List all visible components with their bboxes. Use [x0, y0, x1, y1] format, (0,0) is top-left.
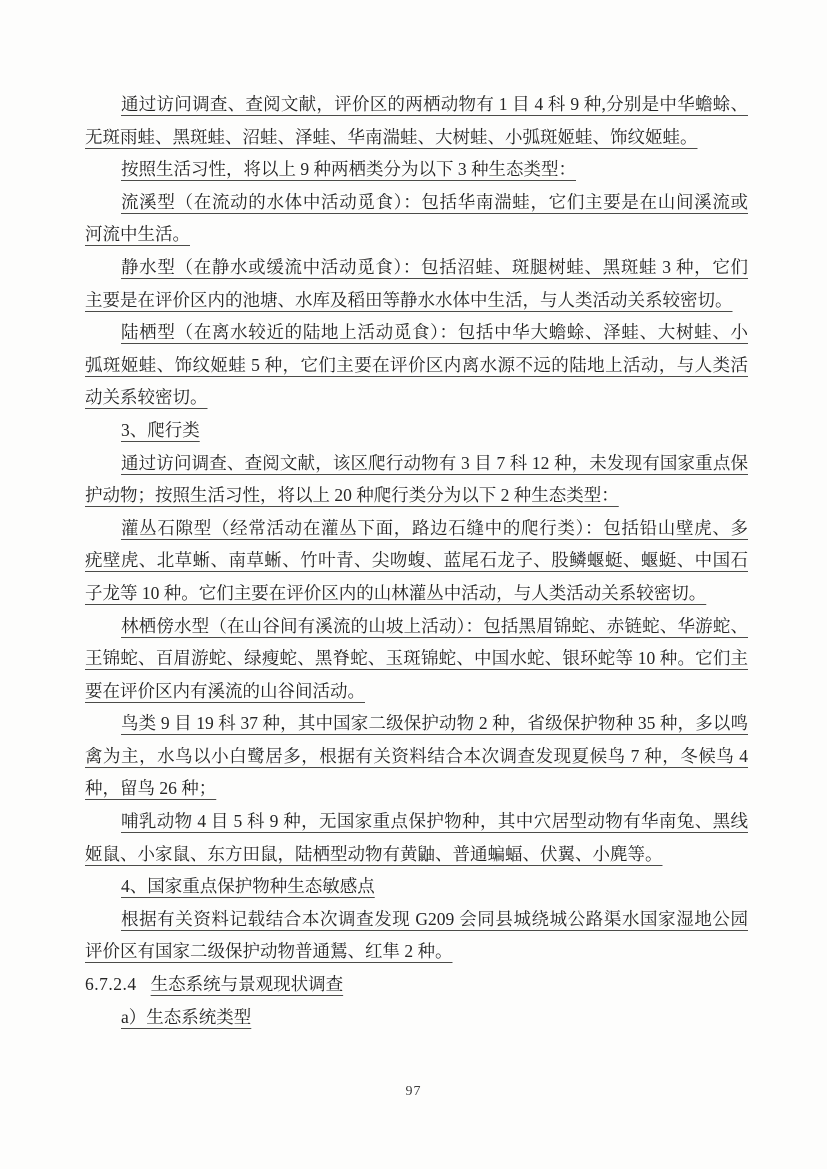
paragraph-text: 生态系统与景观现状调查: [150, 974, 344, 995]
paragraph-text: 弧斑姬蛙、饰纹姬蛙 5 种，它们主要在评价区内离水源不远的陆地上活动，与人类活: [85, 354, 748, 375]
text-line: [85, 903, 748, 936]
paragraph-text: 4、国家重点保护物种生态敏感点: [121, 876, 375, 897]
text-line: [85, 968, 748, 1001]
text-line: [85, 349, 748, 382]
paragraph-text: 子龙等 10 种。它们主要在评价区内的山林灌丛中活动，与人类活动关系较密切。: [85, 582, 707, 603]
paragraph-text: 通过访问调查、查阅文献，该区爬行动物有 3 目 7 科 12 种，未发现有国家重点保: [121, 452, 748, 473]
paragraph-text: 王锦蛇、百眉游蛇、绿瘦蛇、黑脊蛇、玉斑锦蛇、中国水蛇、银环蛇等 10 种。它们主: [85, 648, 748, 669]
paragraph-text: 禽为主，水鸟以小白鹭居多，根据有关资料结合本次调查发现夏候鸟 7 种，冬候鸟 4: [85, 745, 748, 766]
paragraph-text: 流溪型（在流动的水体中活动觅食）：包括华南湍蛙，它们主要是在山间溪流或: [121, 191, 748, 212]
text-line: [85, 675, 748, 708]
heading-ecosystem-types: [85, 1001, 748, 1034]
para-protected-species-found: [85, 903, 748, 968]
text-line: [85, 153, 748, 186]
heading-reptiles: [85, 414, 748, 447]
paragraph-text: 按照生活习性，将以上 9 种两栖类分为以下 3 种生态类型：: [121, 159, 576, 180]
paragraph-text: 评价区有国家二级保护动物普通鵟、红隼 2 种。: [85, 941, 453, 962]
text-line: [85, 414, 748, 447]
paragraph-text: 陆栖型（在离水较近的陆地上活动觅食）：包括中华大蟾蜍、泽蛙、大树蛙、小: [121, 322, 748, 343]
paragraph-text: 姬鼠、小家鼠、东方田鼠，陆栖型动物有黄鼬、普通蝙蝠、伏翼、小麂等。: [85, 843, 663, 864]
page-number: 97: [405, 1084, 422, 1099]
paragraph-text: 动关系较密切。: [85, 387, 208, 408]
para-amphibian-survey: [85, 88, 748, 153]
paragraph-text: 种，留鸟 26 种；: [85, 778, 217, 799]
text-line: [85, 447, 748, 480]
text-line: [85, 870, 748, 903]
paragraph-text: 鸟类 9 目 19 科 37 种，其中国家二级保护动物 2 种，省级保护物种 35 种，多以鸣: [121, 713, 748, 734]
paragraph-text: 静水型（在静水或缓流中活动觅食）：包括沼蛙、斑腿树蛙、黑斑蛙 3 种，它们: [121, 256, 748, 277]
para-stream-type: [85, 186, 748, 251]
text-line: [85, 251, 748, 284]
paragraph-text: 通过访问调查、查阅文献，评价区的两栖动物有 1 目 4 科 9 种,分别是中华蟾蜍、: [121, 94, 748, 114]
para-mammals: [85, 805, 748, 870]
text-line: [85, 284, 748, 317]
section-number: 6.7.2.4: [85, 974, 137, 995]
para-forest-waterside-type: [85, 610, 748, 708]
text-line: [85, 88, 748, 121]
paragraph-text: 护动物；按照生活习性，将以上 20 种爬行类分为以下 2 种生态类型：: [85, 485, 619, 506]
paragraph-text: 根据有关资料记载结合本次调查发现 G209 会同县城绕城公路渠水国家湿地公园: [121, 908, 748, 929]
text-line: [85, 610, 748, 643]
para-terrestrial-type: [85, 316, 748, 414]
text-line: [85, 707, 748, 740]
paragraph-text: 林栖傍水型（在山谷间有溪流的山坡上活动）：包括黑眉锦蛇、赤链蛇、华游蛇、: [121, 615, 748, 636]
text-line: [85, 1001, 748, 1034]
para-birds: [85, 707, 748, 805]
text-line: [85, 121, 748, 154]
paragraph-text: 哺乳动物 4 目 5 科 9 种，无国家重点保护物种，其中穴居型动物有华南兔、黑线: [121, 811, 748, 832]
text-line: [85, 186, 748, 219]
text-line: [85, 740, 748, 773]
para-shrub-crevice-type: [85, 512, 748, 610]
paragraph-text: 要在评价区内有溪流的山谷间活动。: [85, 680, 365, 701]
text-line: [85, 479, 748, 512]
paragraph-text: 灌丛石隙型（经常活动在灌丛下面，路边石缝中的爬行类）：包括铅山壁虎、多: [121, 517, 748, 538]
text-line: [85, 805, 748, 838]
text-line: [85, 218, 748, 251]
paragraph-text: 3、爬行类: [121, 419, 200, 440]
text-line: [85, 838, 748, 871]
heading-protected-species: [85, 870, 748, 903]
text-line: [85, 935, 748, 968]
text-line: [85, 512, 748, 545]
text-line: [85, 772, 748, 805]
page-footer: [0, 1082, 827, 1100]
text-line: [85, 577, 748, 610]
para-reptile-survey: [85, 447, 748, 512]
paragraph-text: 疣壁虎、北草蜥、南草蜥、竹叶青、尖吻蝮、蓝尾石龙子、股鳞蝘蜓、蝘蜓、中国石: [85, 550, 748, 571]
text-line: [85, 381, 748, 414]
para-stillwater-type: [85, 251, 748, 316]
paragraph-text: 无斑雨蛙、黑斑蛙、沼蛙、泽蛙、华南湍蛙、大树蛙、小弧斑姬蛙、饰纹姬蛙。: [85, 126, 698, 147]
text-line: [85, 316, 748, 349]
paragraph-text: 河流中生活。: [85, 224, 190, 245]
paragraph-text: a）生态系统类型: [121, 1006, 252, 1027]
heading-section-6-7-2-4: [85, 968, 748, 1001]
text-line: [85, 544, 748, 577]
paragraph-text: 主要是在评价区内的池塘、水库及稻田等静水水体中生活，与人类活动关系较密切。: [85, 289, 733, 310]
text-line: [85, 642, 748, 675]
document-body: [85, 88, 748, 1033]
para-amphibian-eco-types-intro: [85, 153, 748, 186]
